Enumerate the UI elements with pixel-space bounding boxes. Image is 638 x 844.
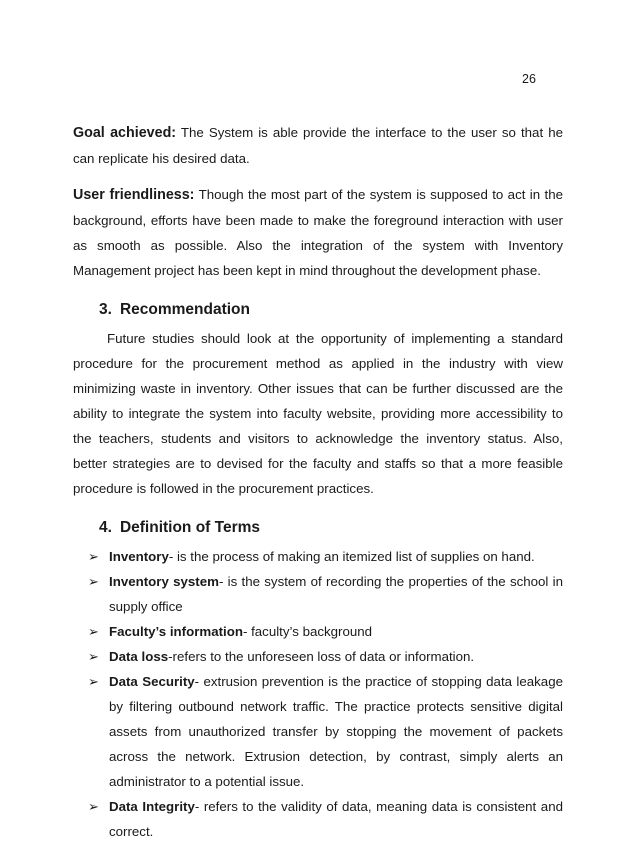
definition-term: Inventory [109,549,169,564]
arrow-bullet-icon: ➢ [88,574,99,589]
paragraph-recommendation: Future studies should look at the opportunity of implementing a standard procedure for the procurement method as applied in the industry with view minimizing waste in inventory. Other issues that can be further discussed are the ability to integrate the system into faculty website, providing more accessibility to the teachers, students and visitors to acknowledge the inventory status. Also, better strategies are to devised for the faculty and staffs so that a more feasible procedure is followed in the procurement practices. [73,331,563,496]
definition-term: Faculty’s information [109,624,243,639]
term-goal-achieved: Goal achieved: [73,125,177,141]
heading-recommendation [99,298,563,322]
heading-definition-number: 4. [99,519,112,536]
heading-recommendation-title: Recommendation [119,301,250,318]
arrow-bullet-icon: ➢ [88,799,99,814]
list-item [73,644,563,669]
list-item [73,544,563,569]
arrow-bullet-icon: ➢ [88,549,99,564]
paragraph-goal-achieved [73,120,563,171]
definition-term: Data loss [109,649,169,664]
definition-text: -refers to the unforeseen loss of data or information. [168,649,475,664]
definition-term: Data Integrity [109,799,195,814]
definition-text: - is the system of recording the properties of the school in supply office [109,574,564,614]
definition-text: - extrusion prevention is the practice of stopping data leakage by filtering outbound network traffic. The practice protects sensitive digital assets from unauthorized transfer by stopping the movement of packets across the network. Extrusion detection, by contrast, simply alerts an administrator to a potential issue. [109,674,563,789]
definition-term: Data Security [109,674,195,689]
definition-list [73,544,563,844]
heading-definition-title: Definition of Terms [119,519,261,536]
page-content [73,120,563,844]
list-item [73,619,563,644]
definition-text: - is the process of making an itemized list of supplies on hand. [168,549,535,564]
heading-recommendation-number: 3. [99,301,112,318]
definition-term: Inventory system [109,574,219,589]
heading-definition-of-terms [99,516,563,540]
arrow-bullet-icon: ➢ [88,624,99,639]
arrow-bullet-icon: ➢ [88,674,99,689]
paragraph-user-friendliness [73,182,563,283]
definition-text: - faculty’s background [242,624,373,639]
list-item [73,569,563,619]
list-item [73,669,563,794]
definition-text: - refers to the validity of data, meaning data is consistent and correct. [109,799,563,839]
list-item [73,794,563,844]
text-user-friendliness: Though the most part of the system is supposed to act in the background, efforts have been made to make the foreground interaction with user as smooth as possible. Also the integration of the system with Inventory Management project has been kept in mind throughout the development phase. [73,187,563,278]
page-number: 26 [522,72,536,86]
arrow-bullet-icon: ➢ [88,649,99,664]
text-goal-achieved: The System is able provide the interface to the user so that he can replicate his desired data. [73,125,563,166]
term-user-friendliness: User friendliness: [73,187,195,203]
